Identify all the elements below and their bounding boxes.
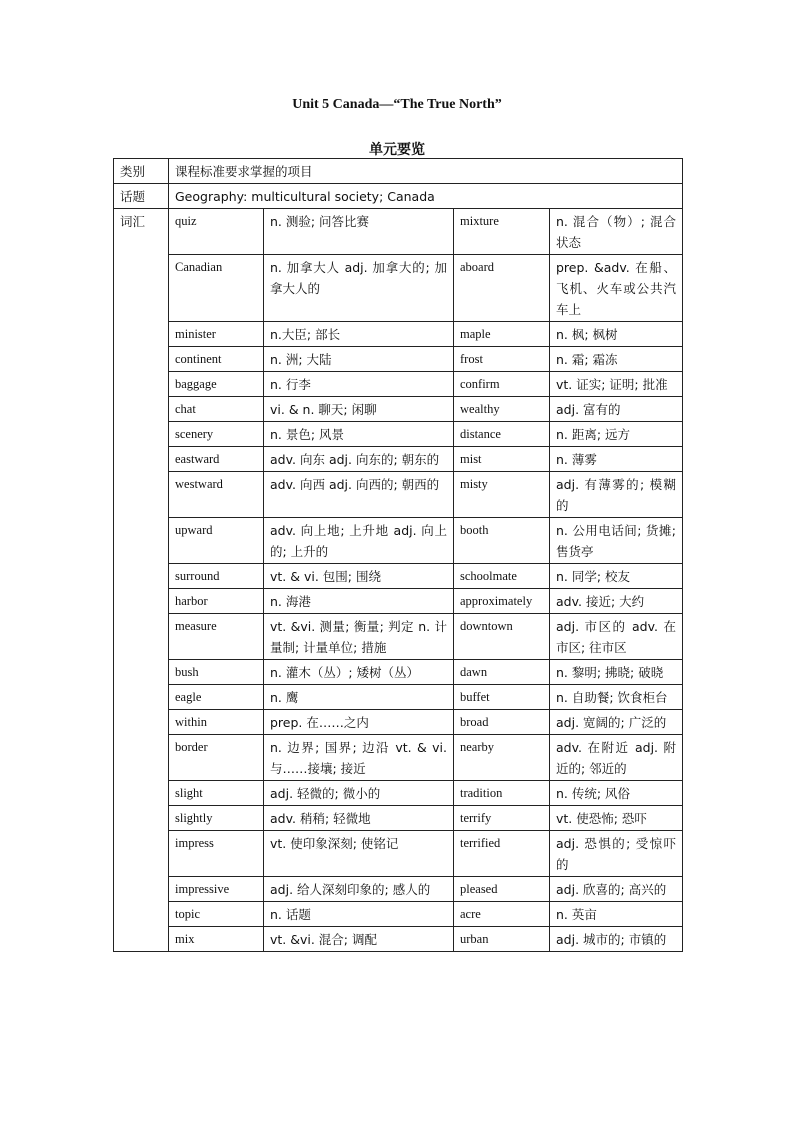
vocab-definition-cell: vt. &vi. 混合; 调配: [264, 927, 454, 952]
vocab-word-cell: urban: [454, 927, 550, 952]
vocab-word-cell: chat: [169, 397, 264, 422]
vocab-word-cell: misty: [454, 472, 550, 518]
vocab-word-cell: surround: [169, 564, 264, 589]
vocab-word-cell: upward: [169, 518, 264, 564]
vocab-word-cell: within: [169, 710, 264, 735]
vocab-definition-cell: n. 同学; 校友: [550, 564, 683, 589]
vocab-definition-cell: adj. 城市的; 市镇的: [550, 927, 683, 952]
vocab-definition-cell: vt. 使恐怖; 恐吓: [550, 806, 683, 831]
vocab-word-cell: minister: [169, 322, 264, 347]
vocab-row: [114, 735, 683, 781]
vocab-row: [114, 614, 683, 660]
vocab-definition-cell: vt. 证实; 证明; 批准: [550, 372, 683, 397]
vocab-word-cell: wealthy: [454, 397, 550, 422]
vocab-row: [114, 660, 683, 685]
table-header-row: [114, 159, 683, 184]
vocab-row: [114, 589, 683, 614]
vocab-word-cell: nearby: [454, 735, 550, 781]
vocab-definition-cell: n. 海港: [264, 589, 454, 614]
vocab-definition-cell: n. 枫; 枫树: [550, 322, 683, 347]
vocab-definition-cell: adj. 市区的 adv. 在市区; 往市区: [550, 614, 683, 660]
vocab-definition-cell: prep. 在……之内: [264, 710, 454, 735]
page-title: Unit 5 Canada—“The True North”: [292, 97, 502, 112]
vocab-row: [114, 209, 683, 255]
vocab-word-cell: westward: [169, 472, 264, 518]
section-title: 单元要览: [369, 142, 425, 158]
vocab-row: [114, 927, 683, 952]
vocab-row: [114, 472, 683, 518]
vocab-row: [114, 447, 683, 472]
vocab-word-cell: scenery: [169, 422, 264, 447]
vocab-definition-cell: adj. 宽阔的; 广泛的: [550, 710, 683, 735]
vocab-word-cell: dawn: [454, 660, 550, 685]
vocab-word-cell: border: [169, 735, 264, 781]
vocab-definition-cell: n.大臣; 部长: [264, 322, 454, 347]
vocab-row: [114, 781, 683, 806]
vocab-word-cell: baggage: [169, 372, 264, 397]
vocab-definition-cell: n. 鹰: [264, 685, 454, 710]
vocab-definition-cell: n. 自助餐; 饮食柜台: [550, 685, 683, 710]
vocab-definition-cell: prep. &adv. 在船、飞机、火车或公共汽车上: [550, 255, 683, 322]
vocab-word-cell: aboard: [454, 255, 550, 322]
vocab-definition-cell: adv. 向东 adj. 向东的; 朝东的: [264, 447, 454, 472]
vocab-definition-cell: n. 距离; 远方: [550, 422, 683, 447]
vocab-definition-cell: n. 传统; 风俗: [550, 781, 683, 806]
vocab-word-cell: frost: [454, 347, 550, 372]
vocab-word-cell: tradition: [454, 781, 550, 806]
vocab-definition-cell: adv. 接近; 大约: [550, 589, 683, 614]
vocab-definition-cell: n. 公用电话间; 货摊; 售货亭: [550, 518, 683, 564]
vocab-row: [114, 564, 683, 589]
vocab-definition-cell: n. 加拿大人 adj. 加拿大的; 加拿大人的: [264, 255, 454, 322]
vocab-definition-cell: vt. &vi. 测量; 衡量; 判定 n. 计量制; 计量单位; 措施: [264, 614, 454, 660]
vocab-word-cell: maple: [454, 322, 550, 347]
vocab-word-cell: terrify: [454, 806, 550, 831]
vocab-word-cell: downtown: [454, 614, 550, 660]
vocab-definition-cell: vt. & vi. 包围; 围绕: [264, 564, 454, 589]
vocab-category-cell: 词汇: [114, 209, 169, 952]
vocab-definition-cell: adj. 富有的: [550, 397, 683, 422]
vocab-word-cell: confirm: [454, 372, 550, 397]
category-header-cell: 类别: [114, 159, 169, 184]
content-header-cell: 课程标准要求掌握的项目: [169, 159, 683, 184]
vocab-row: [114, 518, 683, 564]
vocab-definition-cell: adj. 轻微的; 微小的: [264, 781, 454, 806]
topic-row: [114, 184, 683, 209]
vocab-word-cell: eagle: [169, 685, 264, 710]
vocab-word-cell: broad: [454, 710, 550, 735]
vocab-word-cell: booth: [454, 518, 550, 564]
vocab-definition-cell: vt. 使印象深刻; 使铭记: [264, 831, 454, 877]
vocab-definition-cell: n. 英亩: [550, 902, 683, 927]
vocab-word-cell: terrified: [454, 831, 550, 877]
vocab-definition-cell: n. 边界; 国界; 边沿 vt. & vi. 与……接壤; 接近: [264, 735, 454, 781]
vocab-word-cell: Canadian: [169, 255, 264, 322]
vocab-definition-cell: n. 灌木（丛）; 矮树（丛）: [264, 660, 454, 685]
vocab-definition-cell: adj. 欣喜的; 高兴的: [550, 877, 683, 902]
vocab-word-cell: slight: [169, 781, 264, 806]
vocab-definition-cell: n. 话题: [264, 902, 454, 927]
vocab-word-cell: distance: [454, 422, 550, 447]
vocab-row: [114, 685, 683, 710]
vocab-row: [114, 902, 683, 927]
vocab-word-cell: harbor: [169, 589, 264, 614]
vocab-definition-cell: adv. 稍稍; 轻微地: [264, 806, 454, 831]
vocab-word-cell: slightly: [169, 806, 264, 831]
vocab-row: [114, 255, 683, 322]
vocab-row: [114, 831, 683, 877]
vocab-row: [114, 322, 683, 347]
vocab-definition-cell: adv. 向西 adj. 向西的; 朝西的: [264, 472, 454, 518]
vocab-word-cell: approximately: [454, 589, 550, 614]
vocab-word-cell: acre: [454, 902, 550, 927]
vocab-definition-cell: vi. & n. 聊天; 闲聊: [264, 397, 454, 422]
vocab-word-cell: mix: [169, 927, 264, 952]
vocab-definition-cell: n. 黎明; 拂晓; 破晓: [550, 660, 683, 685]
vocab-word-cell: continent: [169, 347, 264, 372]
vocab-definition-cell: adj. 恐惧的; 受惊吓的: [550, 831, 683, 877]
vocab-definition-cell: adv. 在附近 adj. 附近的; 邻近的: [550, 735, 683, 781]
vocab-word-cell: quiz: [169, 209, 264, 255]
vocab-definition-cell: n. 洲; 大陆: [264, 347, 454, 372]
vocab-word-cell: impress: [169, 831, 264, 877]
vocab-word-cell: mixture: [454, 209, 550, 255]
vocab-word-cell: impressive: [169, 877, 264, 902]
vocab-definition-cell: adj. 给人深刻印象的; 感人的: [264, 877, 454, 902]
vocab-definition-cell: n. 霜; 霜冻: [550, 347, 683, 372]
vocab-word-cell: eastward: [169, 447, 264, 472]
topic-category-cell: 话题: [114, 184, 169, 209]
vocab-word-cell: mist: [454, 447, 550, 472]
vocab-row: [114, 397, 683, 422]
vocab-definition-cell: n. 混合（物）; 混合状态: [550, 209, 683, 255]
vocab-row: [114, 422, 683, 447]
vocab-definition-cell: adv. 向上地; 上升地 adj. 向上的; 上升的: [264, 518, 454, 564]
vocab-word-cell: buffet: [454, 685, 550, 710]
vocab-word-cell: schoolmate: [454, 564, 550, 589]
vocab-word-cell: bush: [169, 660, 264, 685]
vocab-row: [114, 806, 683, 831]
vocab-word-cell: topic: [169, 902, 264, 927]
vocabulary-table: [113, 158, 683, 952]
vocab-definition-cell: n. 测验; 问答比赛: [264, 209, 454, 255]
vocab-definition-cell: n. 薄雾: [550, 447, 683, 472]
vocab-row: [114, 710, 683, 735]
vocab-definition-cell: n. 景色; 风景: [264, 422, 454, 447]
vocab-word-cell: measure: [169, 614, 264, 660]
vocab-row: [114, 372, 683, 397]
vocab-row: [114, 347, 683, 372]
vocab-row: [114, 877, 683, 902]
vocabulary-table-body: [114, 159, 683, 952]
vocab-word-cell: pleased: [454, 877, 550, 902]
vocab-definition-cell: n. 行李: [264, 372, 454, 397]
topic-content-cell: Geography: multicultural society; Canada: [169, 184, 683, 209]
vocab-definition-cell: adj. 有薄雾的; 模糊的: [550, 472, 683, 518]
